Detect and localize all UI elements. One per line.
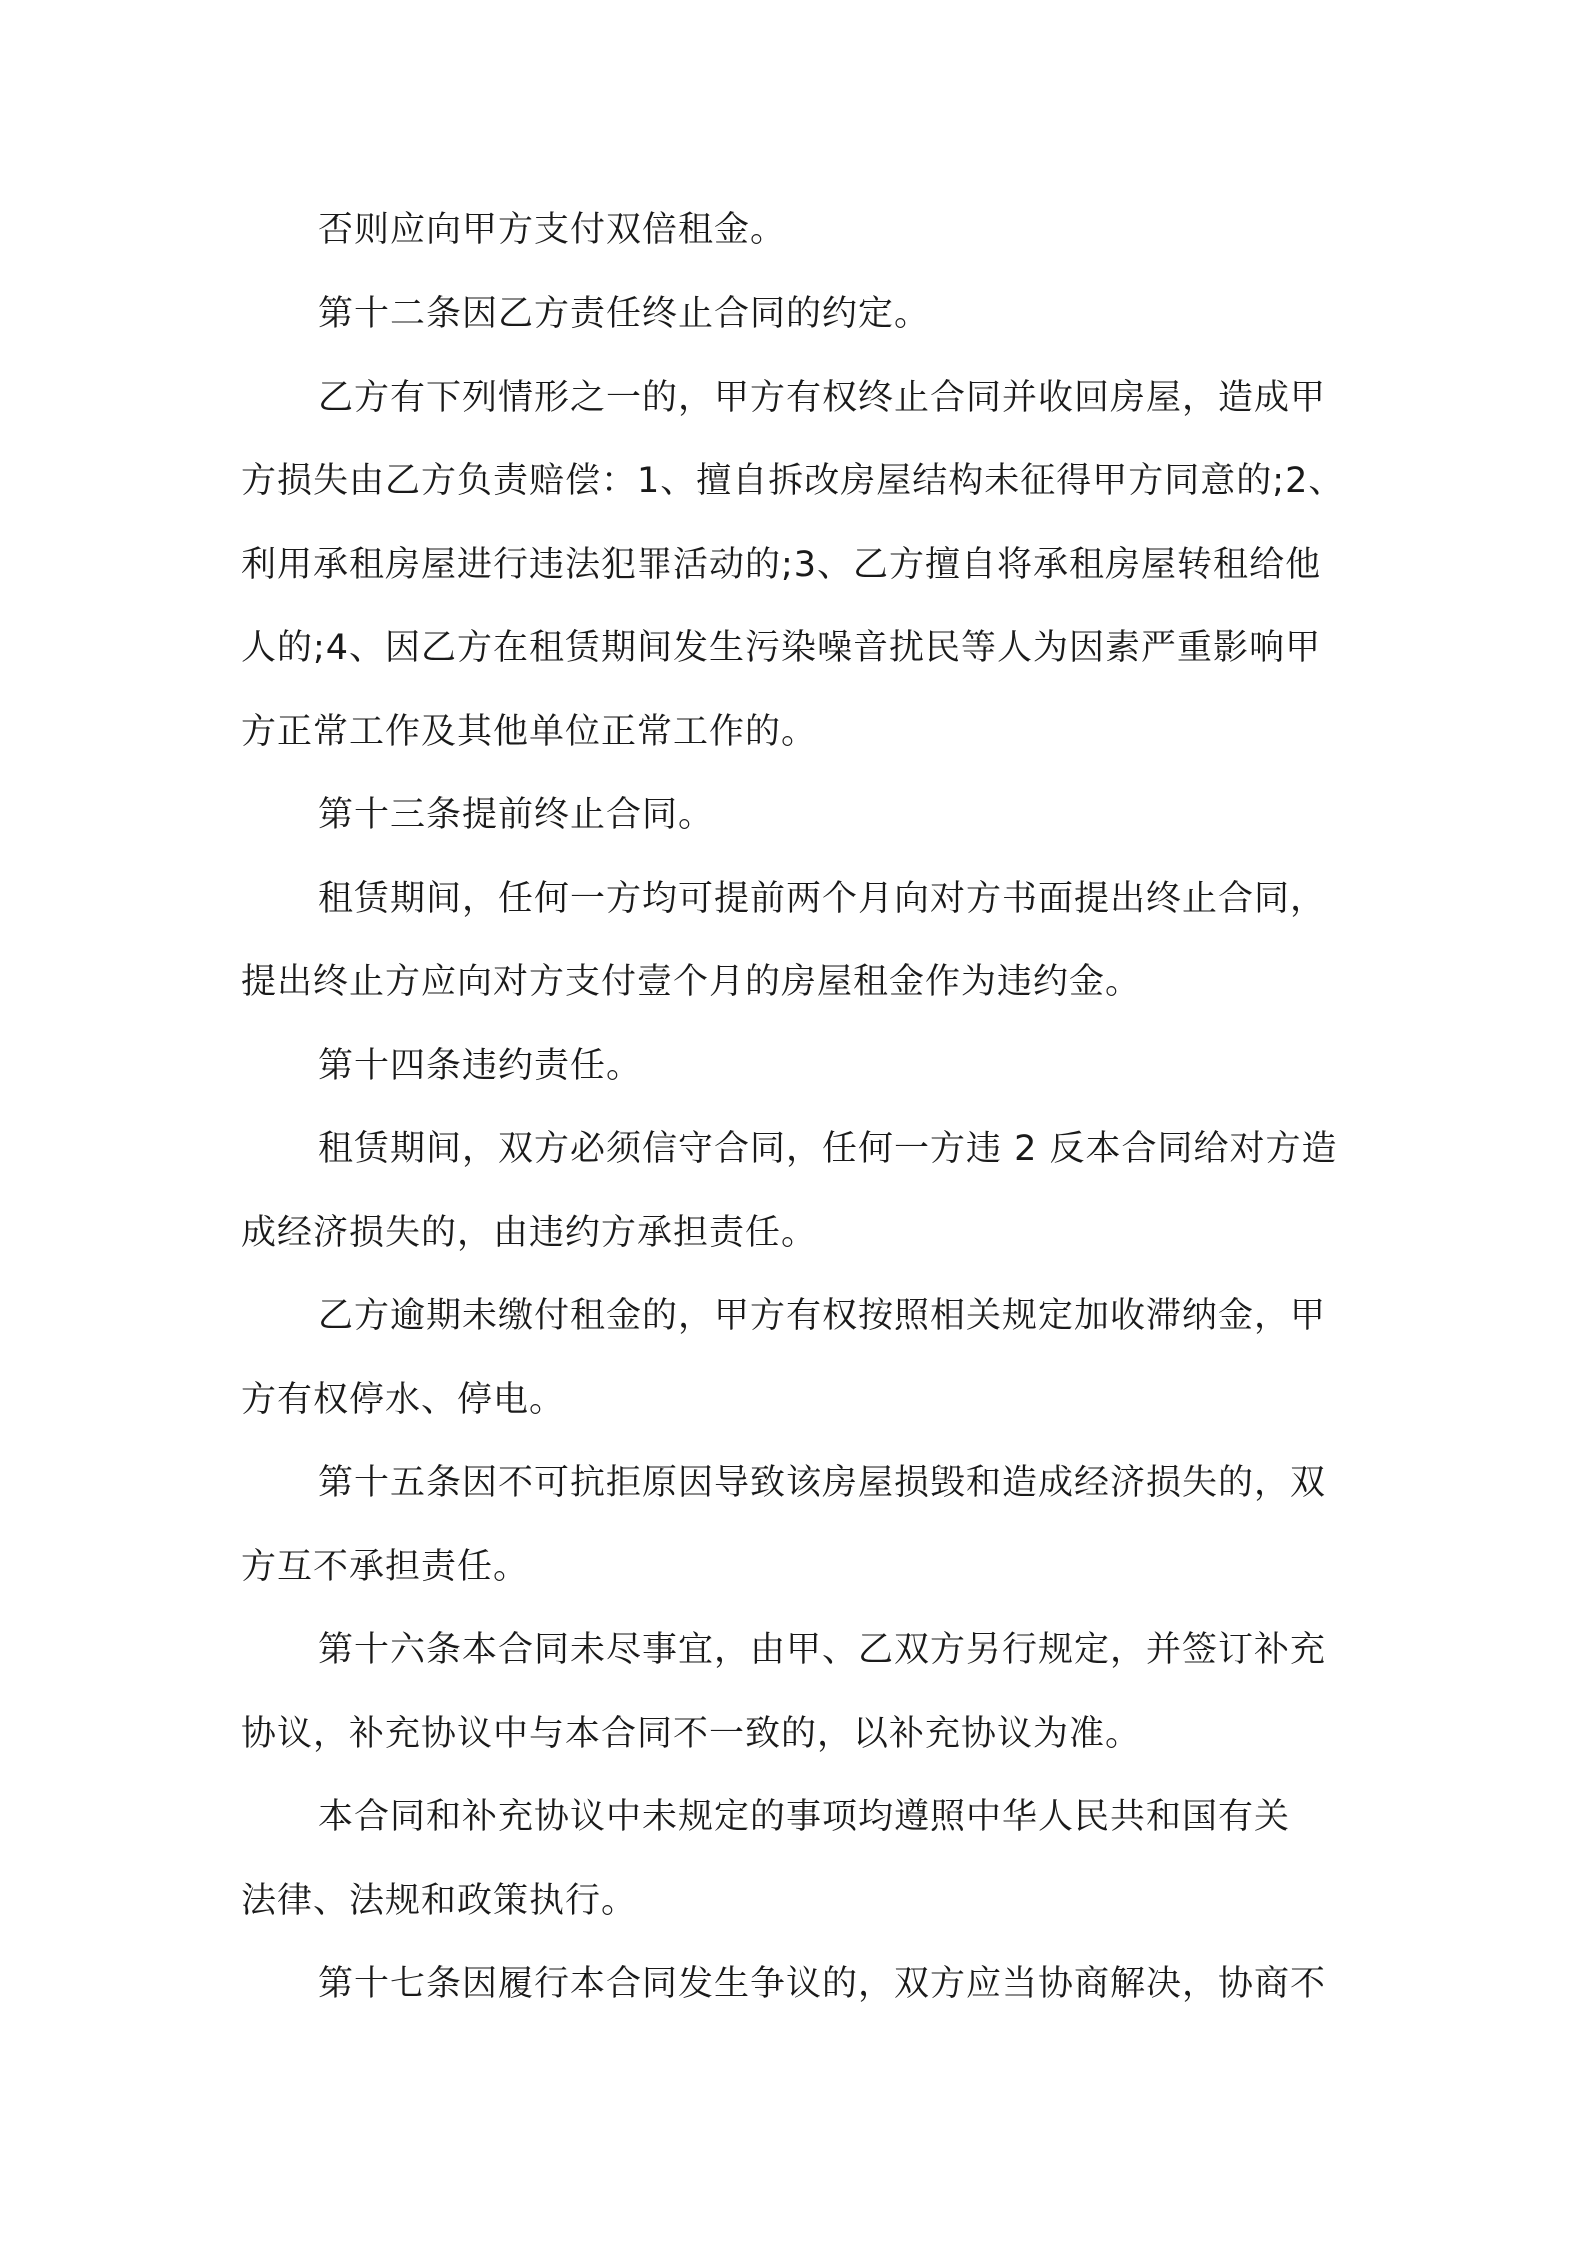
- text-line: 乙方逾期未缴付租金的，甲方有权按照相关规定加收滞纳金，甲: [318, 1296, 1327, 1336]
- text-line: 租赁期间，双方必须信守合同，任何一方违 2 反本合同给对方造: [318, 1129, 1338, 1169]
- article-heading: 第十六条本合同未尽事宜，由甲、乙双方另行规定，并签订补充: [318, 1630, 1327, 1670]
- text-line: 利用承租房屋进行违法犯罪活动的;3、乙方擅自将承租房屋转租给他: [241, 545, 1322, 585]
- text-line: 人的;4、因乙方在租赁期间发生污染噪音扰民等人为因素严重影响甲: [241, 628, 1322, 668]
- text-line: 提出终止方应向对方支付壹个月的房屋租金作为违约金。: [241, 962, 1142, 1002]
- article-heading: 第十三条提前终止合同。: [318, 795, 715, 835]
- text-line: 本合同和补充协议中未规定的事项均遵照中华人民共和国有关: [318, 1797, 1291, 1837]
- article-heading: 第十四条违约责任。: [318, 1046, 643, 1086]
- article-heading: 第十五条因不可抗拒原因导致该房屋损毁和造成经济损失的，双: [318, 1463, 1327, 1503]
- text-line: 乙方有下列情形之一的，甲方有权终止合同并收回房屋，造成甲: [318, 378, 1327, 418]
- text-line: 租赁期间，任何一方均可提前两个月向对方书面提出终止合同，: [318, 879, 1327, 919]
- text-line: 协议，补充协议中与本合同不一致的，以补充协议为准。: [241, 1714, 1142, 1754]
- text-line: 方损失由乙方负责赔偿：1、擅自拆改房屋结构未征得甲方同意的;2、: [241, 461, 1345, 501]
- text-line: 法律、法规和政策执行。: [241, 1881, 638, 1921]
- text-line: 否则应向甲方支付双倍租金。: [318, 210, 787, 250]
- text-line: 方互不承担责任。: [241, 1547, 530, 1587]
- text-line: 方正常工作及其他单位正常工作的。: [241, 712, 818, 752]
- text-line: 方有权停水、停电。: [241, 1380, 566, 1420]
- article-heading: 第十七条因履行本合同发生争议的，双方应当协商解决，协商不: [318, 1964, 1327, 2004]
- article-heading: 第十二条因乙方责任终止合同的约定。: [318, 294, 931, 334]
- text-line: 成经济损失的，由违约方承担责任。: [241, 1213, 818, 1253]
